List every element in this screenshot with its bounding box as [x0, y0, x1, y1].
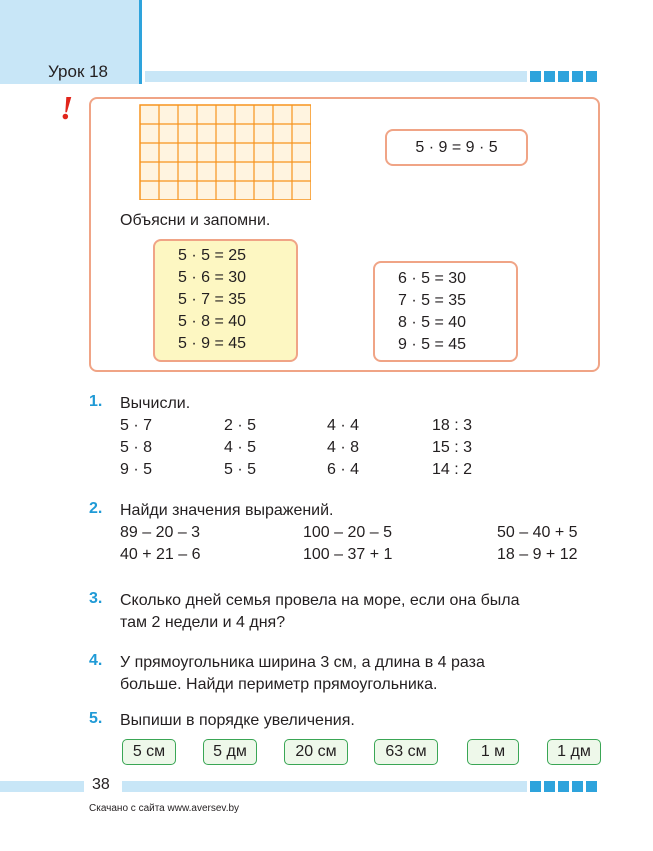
unit-card: 20 см — [284, 739, 348, 765]
header-square — [558, 71, 569, 82]
expression: 89 – 20 – 3 — [120, 524, 201, 541]
rule-instruction: Объясни и запомни. — [120, 212, 271, 229]
lesson-title: Урок 18 — [48, 62, 109, 81]
expression: 50 – 40 + 5 — [497, 524, 578, 541]
task-text-line: Сколько дней семья провела на море, если она была — [120, 592, 520, 609]
task-title: Вычисли. — [120, 395, 191, 412]
equation: 7 · 5 = 35 — [398, 292, 467, 309]
header-bar — [145, 71, 527, 82]
equation-list-left — [178, 245, 246, 355]
unit-card: 63 см — [374, 739, 438, 765]
expression: 18 : 3 — [432, 417, 473, 434]
footer-square — [530, 781, 541, 792]
expression: 6 · 4 — [327, 461, 360, 478]
header-square — [530, 71, 541, 82]
equation: 5 · 7 = 35 — [178, 291, 247, 308]
unit-card: 1 дм — [547, 739, 601, 765]
unit-card: 5 см — [122, 739, 176, 765]
expression: 5 · 7 — [120, 417, 153, 434]
unit-card: 5 дм — [203, 739, 257, 765]
task-number: 3. — [89, 590, 103, 607]
task2-column — [120, 522, 201, 566]
task-number: 4. — [89, 652, 103, 669]
expression: 100 – 37 + 1 — [303, 546, 393, 563]
equation: 5 · 5 = 25 — [178, 247, 247, 264]
expression: 100 – 20 – 5 — [303, 524, 392, 541]
equation: 5 · 6 = 30 — [178, 269, 247, 286]
exclamation-icon: ! — [60, 90, 74, 127]
task1-column — [327, 415, 359, 481]
source-note: Скачано с сайта www.aversev.by — [89, 803, 240, 814]
task-title: Найди значения выражений. — [120, 502, 334, 519]
task-number: 1. — [89, 393, 103, 410]
expression: 14 : 2 — [432, 461, 473, 478]
task-number: 2. — [89, 500, 103, 517]
task2-column — [303, 522, 392, 566]
expression: 2 · 5 — [224, 417, 257, 434]
expression: 5 · 8 — [120, 439, 153, 456]
equation: 8 · 5 = 40 — [398, 314, 467, 331]
task1-column — [120, 415, 152, 481]
footer-square — [572, 781, 583, 792]
task1-column — [432, 415, 472, 481]
equation: 5 · 9 = 45 — [178, 335, 247, 352]
header-square — [544, 71, 555, 82]
expression: 9 · 5 — [120, 461, 153, 478]
commutative-equation: 5 · 9 = 9 · 5 — [415, 139, 498, 156]
header-square — [572, 71, 583, 82]
page-number: 38 — [92, 776, 110, 793]
expression: 4 · 4 — [327, 417, 360, 434]
equation-list-right — [398, 268, 466, 356]
header-square — [586, 71, 597, 82]
expression: 40 + 21 – 6 — [120, 546, 201, 563]
footer-bar — [122, 781, 527, 792]
task-text-line: У прямоугольника ширина 3 см, а длина в 4 раза — [120, 654, 485, 671]
task1-column — [224, 415, 256, 481]
expression: 18 – 9 + 12 — [497, 546, 578, 563]
equation: 9 · 5 = 45 — [398, 336, 467, 353]
expression: 5 · 5 — [224, 461, 257, 478]
expression: 4 · 5 — [224, 439, 257, 456]
task-text-line: больше. Найди периметр прямоугольника. — [120, 676, 438, 693]
equation: 5 · 8 = 40 — [178, 313, 247, 330]
task2-column — [497, 522, 578, 566]
expression: 15 : 3 — [432, 439, 473, 456]
footer-bar — [0, 781, 84, 792]
footer-square — [586, 781, 597, 792]
task-number: 5. — [89, 710, 103, 727]
multiplication-grid — [139, 104, 311, 200]
footer-square — [558, 781, 569, 792]
task-title: Выпиши в порядке увеличения. — [120, 712, 355, 729]
task-text-line: там 2 недели и 4 дня? — [120, 614, 286, 631]
unit-card: 1 м — [467, 739, 519, 765]
expression: 4 · 8 — [327, 439, 360, 456]
equation: 6 · 5 = 30 — [398, 270, 467, 287]
footer-square — [544, 781, 555, 792]
